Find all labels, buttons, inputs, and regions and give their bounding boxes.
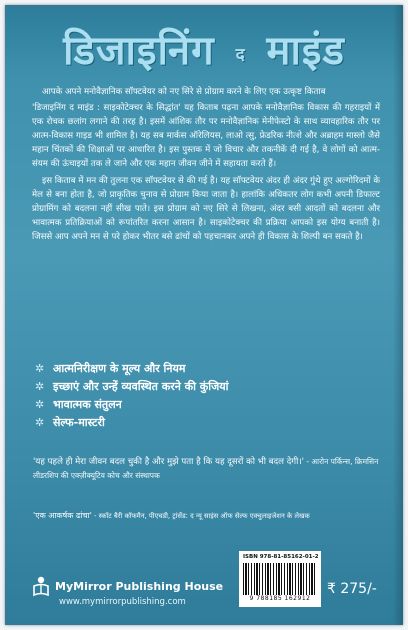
feature-item <box>35 395 375 413</box>
book-back-cover <box>5 5 403 625</box>
star-icon: ✲ <box>35 397 45 411</box>
star-icon: ✲ <box>35 361 45 375</box>
star-icon: ✲ <box>35 415 45 429</box>
title-part-3: माइंड <box>266 28 345 74</box>
feature-label: सेल्फ-मास्टरी <box>53 415 105 429</box>
publisher-block <box>31 575 223 597</box>
testimonial-2-text: 'एक आकर्षक ढांचा' <box>33 511 92 520</box>
feature-label: आत्मनिरीक्षण के मूल्य और नियम <box>53 361 186 375</box>
intro-text <box>32 85 380 246</box>
intro-paragraph-3: इस किताब में मन की तुलना एक सॉफ्टवेयर से की गई है। यह सॉफ्टवेयर अंदर ही अंदर गुंथे हुए अल्गोरिदमों के मेल से बना होता है, जो प्राकृतिक चुनाव से प्रोग्राम किया जाता है। हालांकि अधिकतर लोग कभी अपनी डिफाल्ट प्रोग्रामिंग को बदलना नहीं सीख पाते। इस प्रोग्राम को नए सिरे से लिखना, अंदर बसी आदतों को बदलना और भावात्मक प्रतिक्रियाओं को रूपांतरित करना आसान है। साइकोटेक्चर की प्रक्रिया आपको इस योग्य बनाती है। जिससे आप अपने मन से परे होकर भीतर बसे ढांचों को पहचानकर अपने ही विकास के शिल्पी बन सकते है। <box>32 175 380 242</box>
testimonial-1 <box>33 455 379 483</box>
title-part-2: द <box>235 44 246 65</box>
testimonial-2-attribution: - स्कॉट बैरी कॉफमैन, पीएचडी, ट्रांसेंड: द न्यू साइंस ऑफ सेल्फ एक्चुलाइजेशन के लेखक <box>91 512 310 520</box>
feature-label: इच्छाएं और उन्हें व्यवस्थित करने की कुंजियां <box>53 379 229 393</box>
person-book-icon <box>31 575 51 597</box>
feature-item <box>35 377 375 395</box>
barcode <box>239 551 321 607</box>
feature-item <box>35 413 375 431</box>
book-title <box>5 21 403 76</box>
barcode-number: 9 788185 162912 <box>249 595 311 602</box>
intro-paragraph-2: 'डिजाइनिंग द माइंड : साइकोटेक्चर के सिद्धांत' यह किताब पढ़ना आपके मनोवैज्ञानिक विकास की गहराइयों में एक रोचक छलांग लगाने की तरह है। इसमें आंशिक तौर पर मनोवैज्ञानिक मेनीफेस्टो के साथ व्यावहारिक तौर पर आत्म-विकास गाइड भी शामिल है। यह सब मार्कस ऑरेलियस, लाओ त्सु, फ्रेडरिक नीत्शे और अब्राहम मास्लो जैसे महान चिंतकों की शिक्षाओं पर आधारित है। इस पुस्तक में जो विचार और तकनीकें दी गई है, वे लोगों को आत्म-संयम की ऊंचाइयों तक ले जाने और एक महान जीवन जीने में सहायता करते हैं। <box>32 103 380 170</box>
publisher-website[interactable]: www.mymirrorpublishing.com <box>59 597 186 607</box>
feature-item <box>35 359 375 377</box>
feature-list <box>35 359 375 431</box>
testimonial-1-attribution: - आरोन पर्किन्स, क्रिमसिन लीडरशिप की एक्ज़ीक्यूटिव कोच और संस्थापक <box>33 457 379 480</box>
feature-label: भावात्मक संतुलन <box>53 397 122 411</box>
star-icon: ✲ <box>35 379 45 393</box>
price-label: ₹ 275/- <box>327 581 377 597</box>
testimonial-2 <box>33 509 379 523</box>
title-part-1: डिजाइनिंग <box>63 28 215 74</box>
testimonial-1-text: 'यह पहले ही मेरा जीवन बदल चुकी है और मुझे पता है कि यह दूसरों को भी बदल देगी।' <box>33 457 304 467</box>
publisher-name: MyMirror Publishing House <box>55 579 224 593</box>
intro-paragraph-1: आपके अपने मनोवैज्ञानिक सॉफ्टवेयर को नए सिरे से प्रोग्राम करने के लिए एक उत्कृष्ट किताब <box>42 87 326 97</box>
isbn-label: ISBN 978-81-85162-01-2 <box>243 554 319 560</box>
barcode-bars <box>243 563 317 595</box>
